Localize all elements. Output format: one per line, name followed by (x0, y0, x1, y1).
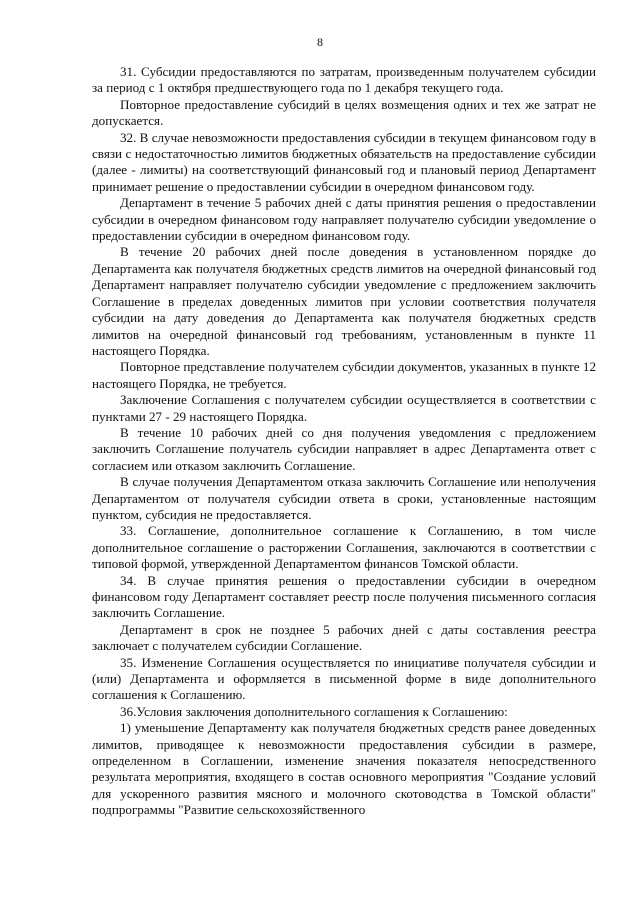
paragraph-32-agreement: Заключение Соглашения с получателем субсидии осуществляется в соответствии с пунктами 27 - 29 настоящего Порядка. (92, 392, 596, 424)
page-number: 8 (317, 35, 323, 49)
paragraph-35: 35. Изменение Соглашения осуществляется по инициативе получателя субсидии и (или) Департамента и оформляется в письменной форме в виде дополнительного соглашения к Соглашению. (92, 654, 596, 703)
paragraph-32-documents: Повторное представление получателем субсидии документов, указанных в пункте 12 настоящего Порядка, не требуется. (92, 359, 596, 391)
paragraph-32-refusal: В случае получения Департаментом отказа заключить Соглашение или неполучения Департаментом от получателя субсидии ответа в сроки, установленные настоящим пунктом, субсидия не предоставляется. (92, 474, 596, 522)
paragraph-36-item-1: 1) уменьшение Департаменту как получателя бюджетных средств ранее доведенных лимитов, приводящее к невозможности предоставления субсидии в размере, определенном в Соглашении, изменение значения показателя непосредственного результата мероприятия, входящего в состав основного мероприятия "Создание условий для ускоренного развития мясного и молочного скотоводства в Томской области" подпрограммы "Развитие сельскохозяйственного (92, 720, 596, 818)
paragraph-32-proposal: В течение 20 рабочих дней после доведения в установленном порядке до Департамента как получателя бюджетных средств лимитов на очередной финансовый год Департамент направляет получателю субсидии уведомление с предложением заключить Соглашение в пределах доведенных лимитов при условии соответствия получателя субсидии на дату доведения до Департамента как получателя бюджетных средств лимитов на очередной финансовый год требованиям, установленным в пункте 11 настоящего Порядка. (92, 244, 596, 358)
paragraph-34-registry: Департамент в срок не позднее 5 рабочих дней с даты составления реестра заключает с получателем субсидии Соглашение. (92, 621, 596, 654)
paragraph-36: 36.Условия заключения дополнительного соглашения к Соглашению: (120, 703, 508, 719)
paragraph-34: 34. В случае принятия решения о предоставлении субсидии в очередном финансовом году Департамент составляет реестр после получения письменного согласия заключить Соглашение. (92, 572, 596, 621)
paragraph-31-repeat-subsidy: Повторное предоставление субсидий в целях возмещения одних и тех же затрат не допускается. (92, 96, 596, 129)
paragraph-32-response: В течение 10 рабочих дней со дня получения уведомления с предложением заключить Соглашение получатель субсидии направляет в адрес Департамента ответ с согласием или отказом заключить Соглашение. (92, 424, 596, 473)
paragraph-31: 31. Субсидии предоставляются по затратам, произведенным получателем субсидии за период с 1 октября предшествующего года по 1 декабря текущего года. (92, 64, 596, 96)
document-body (92, 64, 596, 819)
paragraph-32: 32. В случае невозможности предоставления субсидии в текущем финансовом году в связи с недостаточностью лимитов бюджетных обязательств на предоставление субсидии (далее - лимиты) на соответствующий финансовый год и плановый период Департамент принимает решение о предоставлении субсидии в очередном финансовом году. (92, 129, 596, 194)
paragraph-33: 33. Соглашение, дополнительное соглашение к Соглашению, в том числе дополнительное соглашение о расторжении Соглашения, заключаются в соответствии с типовой формой, утвержденной Департаментом финансов Томской области. (92, 523, 596, 572)
paragraph-32-notification: Департамент в течение 5 рабочих дней с даты принятия решения о предоставлении субсидии в очередном финансовом году направляет получателю субсидии уведомление о предоставлении субсидии в очередном финансовом году. (92, 195, 596, 244)
